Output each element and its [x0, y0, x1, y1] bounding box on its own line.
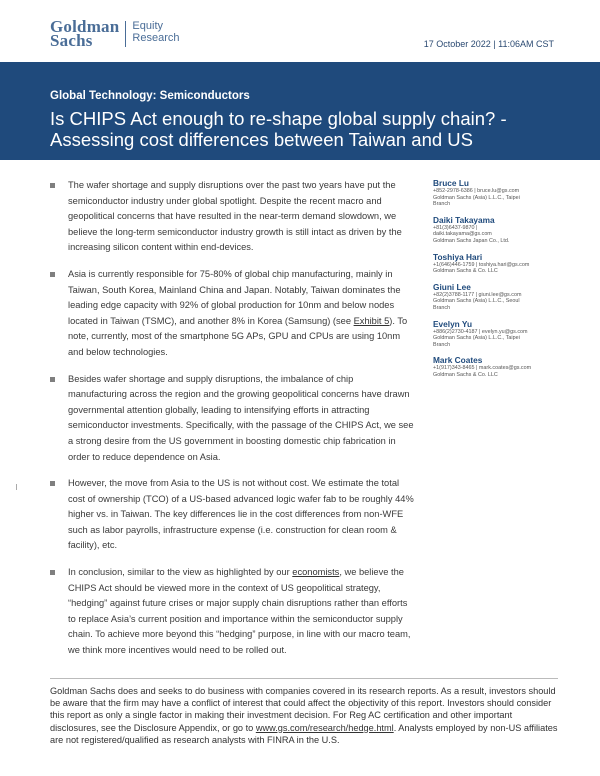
contact-detail: +852-2978-6386 | bruce.lu@gs.com	[433, 188, 520, 194]
bullet-item	[50, 267, 414, 361]
contact-card	[433, 215, 583, 245]
contact-detail: daiki.takayama@gs.com	[433, 231, 492, 238]
report-title: Is CHIPS Act enough to re-shape global supply chain? - Assessing cost differences between Taiwan and US	[50, 108, 507, 150]
publish-date: 17 October 2022 | 11:06AM CST	[423, 39, 554, 49]
contact-card	[433, 178, 583, 208]
margin-mark	[16, 484, 17, 490]
title-banner	[0, 62, 600, 160]
bullet-item	[50, 565, 414, 659]
bullet-square-icon	[50, 570, 55, 575]
disclosure-link[interactable]: www.gs.com/research/hedge.html	[255, 722, 394, 733]
bullet-square-icon	[50, 272, 55, 277]
economists-link[interactable]: economists	[292, 567, 340, 578]
contact-name: Mark Coates	[433, 355, 483, 366]
exhibit-5-link[interactable]: Exhibit 5	[353, 315, 390, 326]
contact-detail: Goldman Sachs (Asia) L.L.C., Seoul	[433, 298, 520, 305]
bullet-item	[50, 372, 414, 466]
bullet-text: The wafer shortage and supply disruptions over the past two years have put the semiconductor industry under global spotlight. Despite the recent macro and geopolitical concerns that have resulted in the near-term demand slowdown, we believe the long-term semiconductor industry growth is still intact as driven by the increasing silicon content within end-devices.	[68, 180, 402, 253]
logo-divider	[125, 21, 126, 47]
bullet-text-post: ). To note, currently, most of the smartphone 5G APs, GPU and CPUs are using 10nm and below technologies.	[68, 315, 408, 357]
bullet-item	[50, 178, 414, 256]
contact-name: Evelyn Yu	[433, 318, 473, 329]
contact-name: Daiki Takayama	[433, 214, 495, 225]
bullet-square-icon	[50, 481, 55, 486]
footer-text-pre: Goldman Sachs does and seeks to do business with companies covered in its research reports. As a result, investors should be aware that the firm may have a conflict of interest that could affect the objectivity of this report. Investors should consider this report as only a single factor in making their investment decision. For Reg AC certification and other important disclosures, see the Disclosure Appendix, or go to	[50, 686, 556, 733]
contact-card	[433, 282, 583, 312]
contact-card	[433, 252, 583, 275]
contact-detail: Goldman Sachs (Asia) L.L.C., Taipei	[433, 194, 520, 201]
contact-card	[433, 355, 583, 378]
contact-detail: +81(3)6437-9870 |	[433, 224, 478, 231]
bullet-square-icon	[50, 377, 55, 382]
contact-detail: Goldman Sachs & Co. LLC	[433, 371, 498, 378]
footer-text-post: . Analysts employed by non-US affiliates are not registered/qualified as research analysts with FINRA in the U.S.	[50, 722, 558, 745]
logo-sub-2: Research	[132, 32, 180, 44]
bullet-text-pre: In conclusion, similar to the view as highlighted by our	[68, 567, 293, 578]
bullet-text: However, the move from Asia to the US is not without cost. We estimate the total cost of ownership (TCO) of a US-based advanced logic wafer fab to be roughly 44% higher vs. in Taiwan. The key differences lie in the cost differences from non-WFE such as labor payrolls, infrastructure expense (i.e. construction for clean room & facility), etc.	[68, 478, 414, 551]
bullet-square-icon	[50, 183, 55, 188]
contact-detail: Branch	[433, 304, 451, 311]
contact-name: Bruce Lu	[433, 178, 469, 188]
contact-name: Toshiya Hari	[433, 251, 483, 262]
contact-detail: Goldman Sachs & Co. LLC	[433, 268, 498, 275]
contact-detail: +886(2)2730-4187 | evelyn.yu@gs.com	[433, 328, 528, 335]
bullet-text-post: , we believe the CHIPS Act should be viewed more in the context of US geopolitical strategy, “hedging” against future crises or major supply chain disruptions rather than efforts to replace Asia’s current position and importance within the semiconductor supply chain. To achieve more beyond this “hedging” purpose, in line with our macro team, we think more incentives would need to be rolled out.	[68, 567, 411, 656]
contact-detail: Branch	[433, 201, 451, 208]
bullet-text: Besides wafer shortage and supply disruptions, the imbalance of chip manufacturing across the region and the growing geopolitical concerns have drawn governmental attention globally, leading to intensifying efforts in attracting semiconductor investments. Specifically, with the passage of the CHIPS Act, we see a strong desire from the US government in boosting domestic chip fabrication in order to reduce dependence on Asia.	[68, 373, 414, 462]
logo-sub-1: Equity	[132, 20, 163, 32]
footer-divider	[50, 678, 558, 679]
contact-detail: Goldman Sachs Japan Co., Ltd.	[433, 237, 510, 244]
contact-card	[433, 319, 583, 349]
contact-detail: +82(2)3788-1177 | giuni.lee@gs.com	[433, 291, 522, 298]
page-header	[0, 0, 600, 62]
logo-subtitle	[132, 20, 179, 44]
contact-name: Giuni Lee	[433, 281, 471, 292]
summary-bullets	[50, 178, 414, 670]
goldman-sachs-logo	[50, 17, 180, 50]
bullet-item	[50, 476, 414, 554]
report-category: Global Technology: Semiconductors	[50, 90, 250, 102]
contact-detail: Goldman Sachs (Asia) L.L.C., Taipei	[433, 335, 520, 342]
analyst-contacts	[433, 178, 583, 386]
contact-detail: +1(646)446-1759 | toshiya.hari@gs.com	[433, 261, 530, 268]
disclosure-footer	[50, 685, 560, 746]
bullet-text-pre: Asia is currently responsible for 75-80% of global chip manufacturing, mainly in Taiwan, South Korea, Mainland China and Japan. Notably, Taiwan dominates the leading edge capacity with 92% of global production for 10nm and below nodes located in Taiwan (TSMC), and another 8% in Korea (Samsung) (see	[68, 268, 401, 326]
contact-detail: Branch	[433, 341, 451, 348]
contact-detail: +1(917)343-8465 | mark.coates@gs.com	[433, 365, 532, 372]
logo-line-2: Sachs	[50, 31, 93, 50]
logo-line-1: Goldman	[50, 17, 120, 36]
logo-wordmark	[50, 17, 120, 50]
